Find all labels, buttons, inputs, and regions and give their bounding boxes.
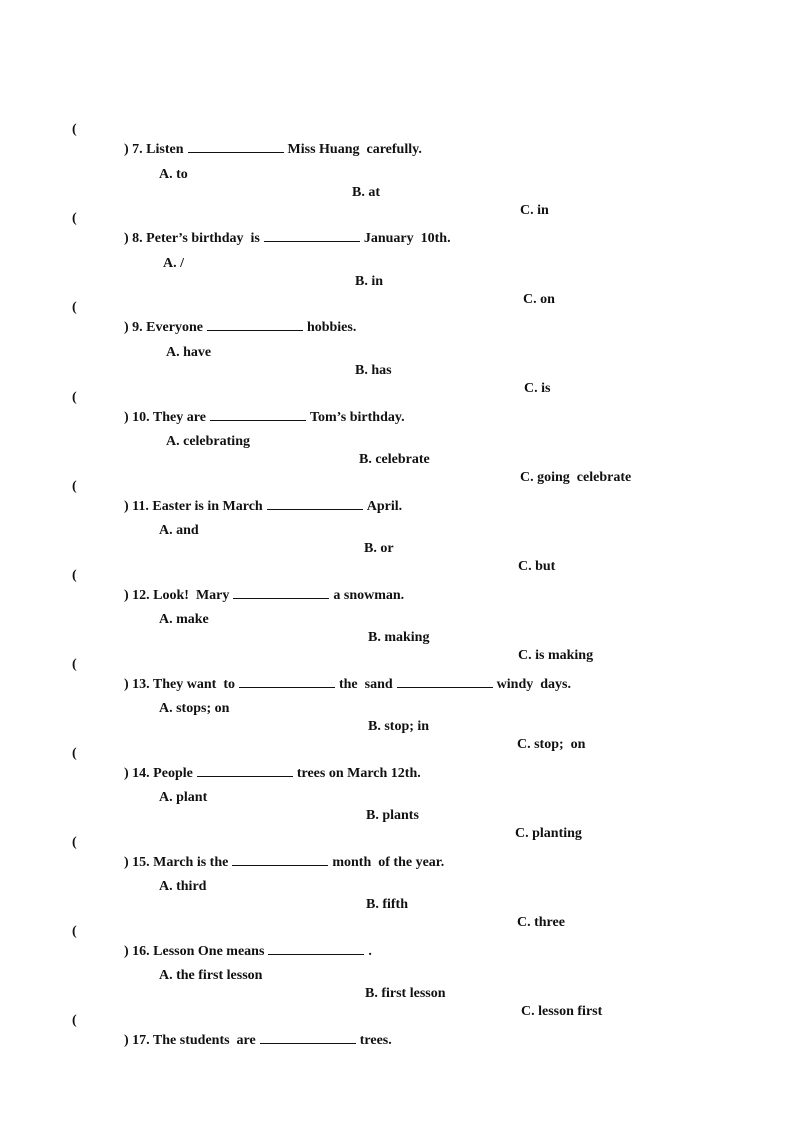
answer-blank[interactable]: [197, 763, 293, 777]
question-stem: [124, 496, 402, 516]
question-stem: [124, 228, 451, 248]
answer-bracket-close: ): [124, 231, 129, 246]
answer-blank[interactable]: [207, 317, 303, 331]
question-number: 10.: [132, 410, 150, 425]
answer-bracket-close: ): [124, 410, 129, 425]
option-c[interactable]: C. but: [518, 559, 556, 574]
question-number: 9.: [132, 320, 143, 335]
answer-bracket-close: ): [124, 766, 129, 781]
option-b[interactable]: B. fifth: [366, 897, 408, 912]
stem-text: a snowman.: [333, 588, 405, 603]
answer-bracket-open[interactable]: (: [72, 122, 77, 137]
question-stem: [124, 852, 444, 872]
answer-bracket-open[interactable]: (: [72, 211, 77, 226]
question-stem: [124, 674, 571, 694]
option-a[interactable]: A. stops; on: [159, 701, 230, 716]
answer-blank[interactable]: [264, 228, 360, 242]
answer-bracket-open[interactable]: (: [72, 479, 77, 494]
stem-text: month of the year.: [332, 855, 445, 870]
question-stem: [124, 1030, 392, 1050]
stem-text: trees on March 12th.: [296, 766, 421, 781]
stem-text: January 10th.: [363, 231, 451, 246]
option-c[interactable]: C. is: [524, 381, 551, 396]
option-b[interactable]: B. making: [368, 630, 430, 645]
answer-bracket-open[interactable]: (: [72, 300, 77, 315]
question-number: 12.: [132, 588, 150, 603]
answer-blank[interactable]: [233, 585, 329, 599]
answer-bracket-open[interactable]: (: [72, 746, 77, 761]
stem-text: Peter’s birthday is: [146, 231, 260, 246]
stem-text: They want to: [152, 677, 235, 692]
stem-text: Everyone: [146, 320, 203, 335]
answer-bracket-close: ): [124, 588, 129, 603]
option-a[interactable]: A. celebrating: [166, 434, 250, 449]
question-stem: [124, 407, 405, 427]
question-number: 15.: [132, 855, 150, 870]
option-a[interactable]: A. plant: [159, 790, 208, 805]
question-stem: [124, 941, 372, 961]
answer-blank[interactable]: [239, 674, 335, 688]
option-c[interactable]: C. on: [523, 292, 555, 307]
stem-text: People: [153, 766, 193, 781]
answer-bracket-open[interactable]: (: [72, 657, 77, 672]
option-c[interactable]: C. stop; on: [517, 737, 586, 752]
answer-bracket-close: ): [124, 320, 129, 335]
stem-text: Listen: [146, 142, 184, 157]
option-a[interactable]: A. and: [159, 523, 199, 538]
question-17: [0, 994, 392, 1048]
option-b[interactable]: B. at: [352, 185, 380, 200]
question-number: 7.: [132, 142, 143, 157]
stem-text: trees.: [359, 1033, 392, 1048]
answer-bracket-close: ): [124, 142, 129, 157]
option-b[interactable]: B. in: [355, 274, 384, 289]
stem-text: hobbies.: [306, 320, 357, 335]
stem-text: March is the: [153, 855, 229, 870]
option-a[interactable]: A. have: [166, 345, 212, 360]
answer-bracket-close: ): [124, 944, 129, 959]
stem-text: windy days.: [496, 677, 571, 692]
answer-blank[interactable]: [210, 407, 306, 421]
stem-text: .: [368, 944, 372, 959]
question-number: 11.: [132, 499, 149, 514]
answer-blank[interactable]: [397, 674, 493, 688]
option-a[interactable]: A. /: [163, 256, 184, 271]
option-b[interactable]: B. or: [364, 541, 394, 556]
stem-text: Tom’s birthday.: [309, 410, 405, 425]
option-c[interactable]: C. three: [517, 915, 565, 930]
option-b[interactable]: B. has: [355, 363, 392, 378]
question-stem: [124, 585, 404, 605]
stem-text: Lesson One means: [153, 944, 265, 959]
option-a[interactable]: A. third: [159, 879, 207, 894]
option-c[interactable]: C. is making: [518, 648, 594, 663]
answer-bracket-close: ): [124, 677, 129, 692]
question-number: 16.: [132, 944, 150, 959]
stem-text: Look! Mary: [153, 588, 230, 603]
answer-blank[interactable]: [188, 139, 284, 153]
option-b[interactable]: B. celebrate: [359, 452, 430, 467]
option-c[interactable]: C. in: [520, 203, 549, 218]
option-b[interactable]: B. first lesson: [365, 986, 446, 1001]
answer-bracket-open[interactable]: (: [72, 568, 77, 583]
question-stem: [124, 139, 422, 159]
answer-blank[interactable]: [268, 941, 364, 955]
question-stem: [124, 763, 421, 783]
option-c[interactable]: C. lesson first: [521, 1004, 603, 1019]
question-number: 8.: [132, 231, 143, 246]
option-a[interactable]: A. the first lesson: [159, 968, 263, 983]
answer-bracket-close: ): [124, 1033, 129, 1048]
option-c[interactable]: C. planting: [515, 826, 582, 841]
option-b[interactable]: B. plants: [366, 808, 419, 823]
answer-blank[interactable]: [232, 852, 328, 866]
option-b[interactable]: B. stop; in: [368, 719, 430, 734]
answer-bracket-open[interactable]: (: [72, 1013, 77, 1028]
answer-blank[interactable]: [260, 1030, 356, 1044]
stem-text: the sand: [338, 677, 393, 692]
question-number: 14.: [132, 766, 150, 781]
stem-text: They are: [152, 410, 206, 425]
answer-bracket-close: ): [124, 499, 129, 514]
answer-bracket-close: ): [124, 855, 129, 870]
stem-text: The students are: [152, 1033, 256, 1048]
question-number: 17.: [132, 1033, 150, 1048]
answer-blank[interactable]: [267, 496, 363, 510]
answer-bracket-open[interactable]: (: [72, 835, 77, 850]
question-number: 13.: [132, 677, 150, 692]
stem-text: Miss Huang carefully.: [287, 142, 422, 157]
option-a[interactable]: A. make: [159, 612, 209, 627]
option-a[interactable]: A. to: [159, 167, 188, 182]
answer-bracket-open[interactable]: (: [72, 390, 77, 405]
question-stem: [124, 317, 356, 337]
stem-text: April.: [366, 499, 403, 514]
answer-bracket-open[interactable]: (: [72, 924, 77, 939]
stem-text: Easter is in March: [152, 499, 263, 514]
option-c[interactable]: C. going celebrate: [520, 470, 632, 485]
